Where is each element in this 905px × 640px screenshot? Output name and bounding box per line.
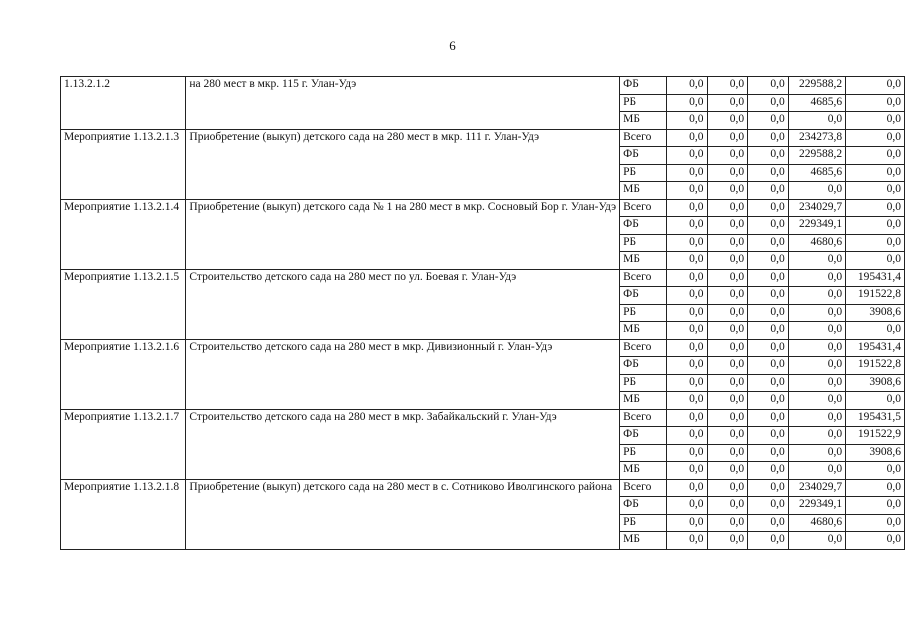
funding-source-cell: Всего [620,409,667,427]
amount-cell: 0,0 [846,479,905,497]
amount-cell: 3908,6 [846,304,905,322]
amount-cell: 0,0 [666,217,707,235]
amount-cell: 0,0 [666,164,707,182]
amount-cell: 0,0 [666,514,707,532]
table-row [61,479,905,497]
amount-cell: 0,0 [748,217,789,235]
funding-source-cell: МБ [620,392,667,410]
funding-source-cell: ФБ [620,77,667,95]
amount-cell: 0,0 [666,444,707,462]
funding-source-cell: МБ [620,112,667,130]
amount-cell: 0,0 [748,182,789,200]
funding-source-cell: РБ [620,374,667,392]
amount-cell: 0,0 [748,444,789,462]
amount-cell: 0,0 [707,304,748,322]
amount-cell: 229588,2 [788,77,845,95]
amount-cell: 0,0 [748,427,789,445]
amount-cell: 0,0 [707,374,748,392]
activity-name-cell: Строительство детского сада на 280 мест в мкр. Дивизионный г. Улан-Удэ [186,339,620,409]
amount-cell: 0,0 [748,304,789,322]
amount-cell: 0,0 [748,112,789,130]
amount-cell: 0,0 [748,199,789,217]
amount-cell: 0,0 [788,374,845,392]
activity-name-cell: Приобретение (выкуп) детского сада на 280 мест в с. Сотниково Иволгинского района [186,479,620,549]
amount-cell: 0,0 [666,339,707,357]
funding-source-cell: Всего [620,269,667,287]
funding-source-cell: ФБ [620,147,667,165]
amount-cell: 0,0 [707,164,748,182]
amount-cell: 0,0 [666,357,707,375]
amount-cell: 0,0 [788,287,845,305]
amount-cell: 0,0 [666,147,707,165]
amount-cell: 0,0 [666,374,707,392]
amount-cell: 0,0 [846,532,905,550]
amount-cell: 0,0 [748,287,789,305]
activity-code-cell: Мероприятие 1.13.2.1.3 [61,129,186,199]
amount-cell: 0,0 [748,147,789,165]
amount-cell: 0,0 [707,129,748,147]
amount-cell: 0,0 [666,497,707,515]
amount-cell: 0,0 [707,409,748,427]
amount-cell: 0,0 [748,339,789,357]
amount-cell: 0,0 [846,164,905,182]
amount-cell: 0,0 [846,112,905,130]
amount-cell: 0,0 [846,77,905,95]
amount-cell: 0,0 [666,322,707,340]
amount-cell: 0,0 [748,479,789,497]
funding-source-cell: МБ [620,322,667,340]
funding-source-cell: Всего [620,479,667,497]
amount-cell: 0,0 [748,94,789,112]
amount-cell: 0,0 [666,462,707,480]
funding-source-cell: МБ [620,182,667,200]
amount-cell: 0,0 [666,112,707,130]
amount-cell: 4685,6 [788,164,845,182]
funding-source-cell: МБ [620,462,667,480]
amount-cell: 0,0 [707,77,748,95]
amount-cell: 0,0 [707,339,748,357]
amount-cell: 0,0 [666,129,707,147]
amount-cell: 0,0 [707,497,748,515]
activity-name-cell: Приобретение (выкуп) детского сада № 1 на 280 мест в мкр. Сосновый Бор г. Улан-Удэ [186,199,620,269]
amount-cell: 0,0 [748,252,789,270]
amount-cell: 0,0 [846,514,905,532]
amount-cell: 0,0 [748,514,789,532]
amount-cell: 234029,7 [788,479,845,497]
amount-cell: 229349,1 [788,497,845,515]
amount-cell: 0,0 [707,182,748,200]
amount-cell: 0,0 [707,444,748,462]
amount-cell: 0,0 [788,269,845,287]
funding-source-cell: РБ [620,444,667,462]
amount-cell: 0,0 [666,77,707,95]
amount-cell: 0,0 [666,392,707,410]
funding-source-cell: РБ [620,164,667,182]
amount-cell: 191522,8 [846,357,905,375]
table-row [61,199,905,217]
budget-table-body [61,77,905,550]
amount-cell: 0,0 [707,234,748,252]
amount-cell: 195431,4 [846,269,905,287]
amount-cell: 0,0 [788,322,845,340]
amount-cell: 0,0 [846,199,905,217]
amount-cell: 195431,5 [846,409,905,427]
funding-source-cell: ФБ [620,427,667,445]
amount-cell: 0,0 [846,94,905,112]
amount-cell: 0,0 [666,427,707,445]
amount-cell: 0,0 [788,444,845,462]
amount-cell: 0,0 [707,479,748,497]
amount-cell: 0,0 [666,199,707,217]
activity-name-cell: на 280 мест в мкр. 115 г. Улан-Удэ [186,77,620,130]
amount-cell: 0,0 [748,77,789,95]
funding-source-cell: ФБ [620,217,667,235]
amount-cell: 0,0 [707,252,748,270]
activity-code-cell: 1.13.2.1.2 [61,77,186,130]
amount-cell: 0,0 [707,112,748,130]
amount-cell: 0,0 [666,304,707,322]
amount-cell: 3908,6 [846,374,905,392]
amount-cell: 4680,6 [788,234,845,252]
amount-cell: 0,0 [748,129,789,147]
amount-cell: 0,0 [788,532,845,550]
amount-cell: 0,0 [788,304,845,322]
activity-name-cell: Приобретение (выкуп) детского сада на 280 мест в мкр. 111 г. Улан-Удэ [186,129,620,199]
amount-cell: 0,0 [707,269,748,287]
amount-cell: 0,0 [707,357,748,375]
table-row [61,269,905,287]
activity-code-cell: Мероприятие 1.13.2.1.4 [61,199,186,269]
amount-cell: 0,0 [666,532,707,550]
amount-cell: 0,0 [748,497,789,515]
amount-cell: 0,0 [788,339,845,357]
activity-code-cell: Мероприятие 1.13.2.1.8 [61,479,186,549]
amount-cell: 0,0 [748,269,789,287]
amount-cell: 0,0 [748,234,789,252]
funding-source-cell: МБ [620,252,667,270]
table-row [61,409,905,427]
amount-cell: 0,0 [846,182,905,200]
amount-cell: 0,0 [707,392,748,410]
activity-code-cell: Мероприятие 1.13.2.1.5 [61,269,186,339]
amount-cell: 0,0 [748,409,789,427]
amount-cell: 0,0 [788,357,845,375]
page-number: 6 [449,38,456,53]
amount-cell: 0,0 [707,147,748,165]
amount-cell: 234029,7 [788,199,845,217]
funding-source-cell: ФБ [620,357,667,375]
activity-code-cell: Мероприятие 1.13.2.1.7 [61,409,186,479]
amount-cell: 3908,6 [846,444,905,462]
amount-cell: 0,0 [788,252,845,270]
funding-source-cell: Всего [620,339,667,357]
amount-cell: 0,0 [748,392,789,410]
amount-cell: 0,0 [666,234,707,252]
funding-source-cell: РБ [620,234,667,252]
amount-cell: 0,0 [846,234,905,252]
funding-source-cell: РБ [620,514,667,532]
amount-cell: 0,0 [707,532,748,550]
amount-cell: 0,0 [846,252,905,270]
funding-source-cell: ФБ [620,497,667,515]
amount-cell: 0,0 [707,217,748,235]
amount-cell: 0,0 [748,322,789,340]
funding-source-cell: РБ [620,94,667,112]
amount-cell: 0,0 [666,269,707,287]
amount-cell: 195431,4 [846,339,905,357]
amount-cell: 229588,2 [788,147,845,165]
amount-cell: 0,0 [846,497,905,515]
amount-cell: 0,0 [707,94,748,112]
amount-cell: 0,0 [748,462,789,480]
funding-source-cell: Всего [620,199,667,217]
amount-cell: 0,0 [707,322,748,340]
amount-cell: 0,0 [707,199,748,217]
amount-cell: 0,0 [666,479,707,497]
amount-cell: 0,0 [666,94,707,112]
amount-cell: 0,0 [666,409,707,427]
amount-cell: 0,0 [846,217,905,235]
activity-name-cell: Строительство детского сада на 280 мест по ул. Боевая г. Улан-Удэ [186,269,620,339]
amount-cell: 0,0 [846,392,905,410]
amount-cell: 0,0 [748,374,789,392]
amount-cell: 191522,9 [846,427,905,445]
funding-source-cell: РБ [620,304,667,322]
amount-cell: 0,0 [788,112,845,130]
table-row [61,339,905,357]
amount-cell: 0,0 [788,409,845,427]
budget-table [60,76,905,550]
amount-cell: 0,0 [846,129,905,147]
amount-cell: 0,0 [846,462,905,480]
amount-cell: 0,0 [846,147,905,165]
funding-source-cell: Всего [620,129,667,147]
amount-cell: 0,0 [748,357,789,375]
amount-cell: 0,0 [788,427,845,445]
funding-source-cell: ФБ [620,287,667,305]
amount-cell: 0,0 [666,287,707,305]
amount-cell: 0,0 [707,287,748,305]
funding-source-cell: МБ [620,532,667,550]
activity-name-cell: Строительство детского сада на 280 мест в мкр. Забайкальский г. Улан-Удэ [186,409,620,479]
amount-cell: 0,0 [707,427,748,445]
table-row [61,129,905,147]
amount-cell: 0,0 [788,182,845,200]
amount-cell: 0,0 [707,462,748,480]
amount-cell: 0,0 [846,322,905,340]
activity-code-cell: Мероприятие 1.13.2.1.6 [61,339,186,409]
amount-cell: 191522,8 [846,287,905,305]
amount-cell: 4680,6 [788,514,845,532]
amount-cell: 0,0 [748,532,789,550]
amount-cell: 0,0 [788,392,845,410]
amount-cell: 0,0 [788,462,845,480]
amount-cell: 4685,6 [788,94,845,112]
amount-cell: 234273,8 [788,129,845,147]
amount-cell: 229349,1 [788,217,845,235]
amount-cell: 0,0 [707,514,748,532]
amount-cell: 0,0 [748,164,789,182]
amount-cell: 0,0 [666,252,707,270]
amount-cell: 0,0 [666,182,707,200]
table-row [61,77,905,95]
